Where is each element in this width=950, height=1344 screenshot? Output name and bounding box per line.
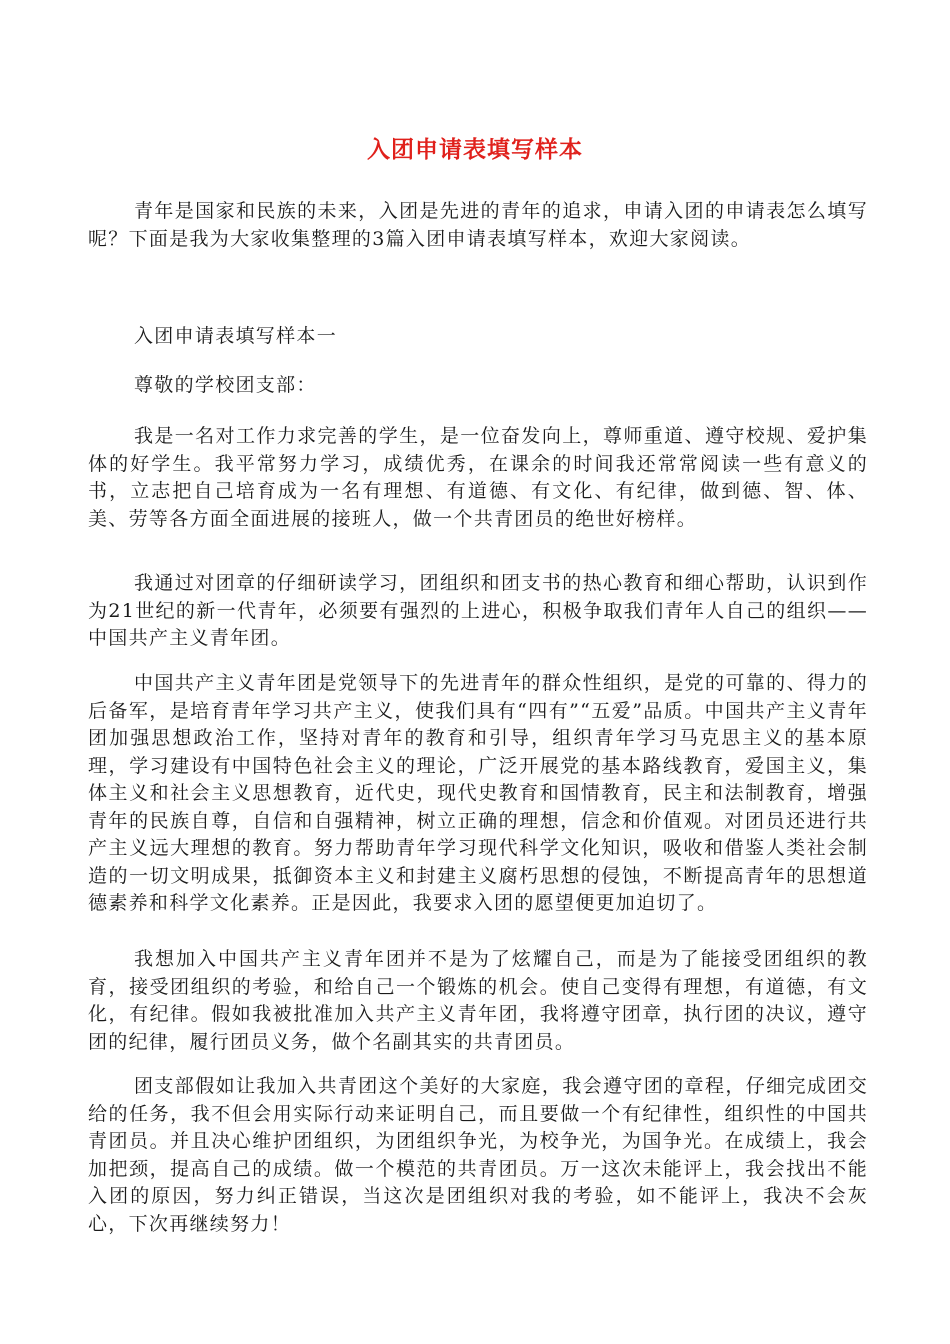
- body-paragraph: 团支部假如让我加入共青团这个美好的大家庭，我会遵守团的章程，仔细完成团交给的任务，我不但会用实际行动来证明自己，而且要做一个有纪律性，组织性的中国共青团员。并且决心维护团组织，为团组织争光，为校争光，为国争光。在成绩上，我会加把颈，提高自己的成绩。做一个模范的共青团员。万一这次未能评上，我会找出不能入团的原因，努力纠正错误，当这次是团组织对我的考验，如不能评上，我决不会灰心，下次再继续努力！: [88, 1075, 868, 1235]
- page-title: 入团申请表填写样本: [367, 137, 583, 163]
- body-paragraph: 我想加入中国共产主义青年团并不是为了炫耀自己，而是为了能接受团组织的教育，接受团组织的考验，和给自己一个锻炼的机会。使自己变得有理想，有道德，有文化，有纪律。假如我被批准加入共产主义青年团，我将遵守团章，执行团的决议，遵守团的纪律，履行团员义务，做个名副其实的共青团员。: [88, 948, 868, 1053]
- body-paragraph: 我是一名对工作力求完善的学生，是一位奋发向上，尊师重道、遵守校规、爱护集体的好学生。我平常努力学习，成绩优秀，在课余的时间我还常常阅读一些有意义的书，立志把自己培育成为一名有理想、有道德、有文化、有纪律，做到德、智、体、美、劳等各方面全面进展的接班人，做一个共青团员的绝世好榜样。: [88, 425, 868, 530]
- salutation: 尊敬的学校团支部：: [134, 374, 317, 396]
- body-paragraph: 我通过对团章的仔细研读学习，团组织和团支书的热心教育和细心帮助，认识到作为21世纪的新一代青年，必须要有强烈的上进心，积极争取我们青年人自己的组织——中国共产主义青年团。: [88, 572, 868, 649]
- body-paragraph: 中国共产主义青年团是党领导下的先进青年的群众性组织，是党的可靠的、得力的后备军，是培育青年学习共产主义，使我们具有“四有”“五爱”品质。中国共产主义青年团加强思想政治工作，坚持对青年的教育和引导，组织青年学习马克思主义的基本原理，学习建设有中国特色社会主义的理论，广泛开展党的基本路线教育，爱国主义，集体主义和社会主义思想教育，近代史，现代史教育和国情教育，民主和法制教育，增强青年的民族自尊，自信和自强精神，树立正确的理想，信念和价值观。对团员还进行共产主义远大理想的教育。努力帮助青年学习现代科学文化知识，吸收和借鉴人类社会制造的一切文明成果，抵御资本主义和封建主义腐朽思想的侵蚀，不断提高青年的思想道德素养和科学文化素养。正是因此，我要求入团的愿望便更加迫切了。: [88, 672, 868, 914]
- sample-heading: 入团申请表填写样本一: [134, 325, 338, 347]
- intro-paragraph: 青年是国家和民族的未来，入团是先进的青年的追求，申请入团的申请表怎么填写呢？下面是我为大家收集整理的3篇入团申请表填写样本，欢迎大家阅读。: [88, 200, 868, 250]
